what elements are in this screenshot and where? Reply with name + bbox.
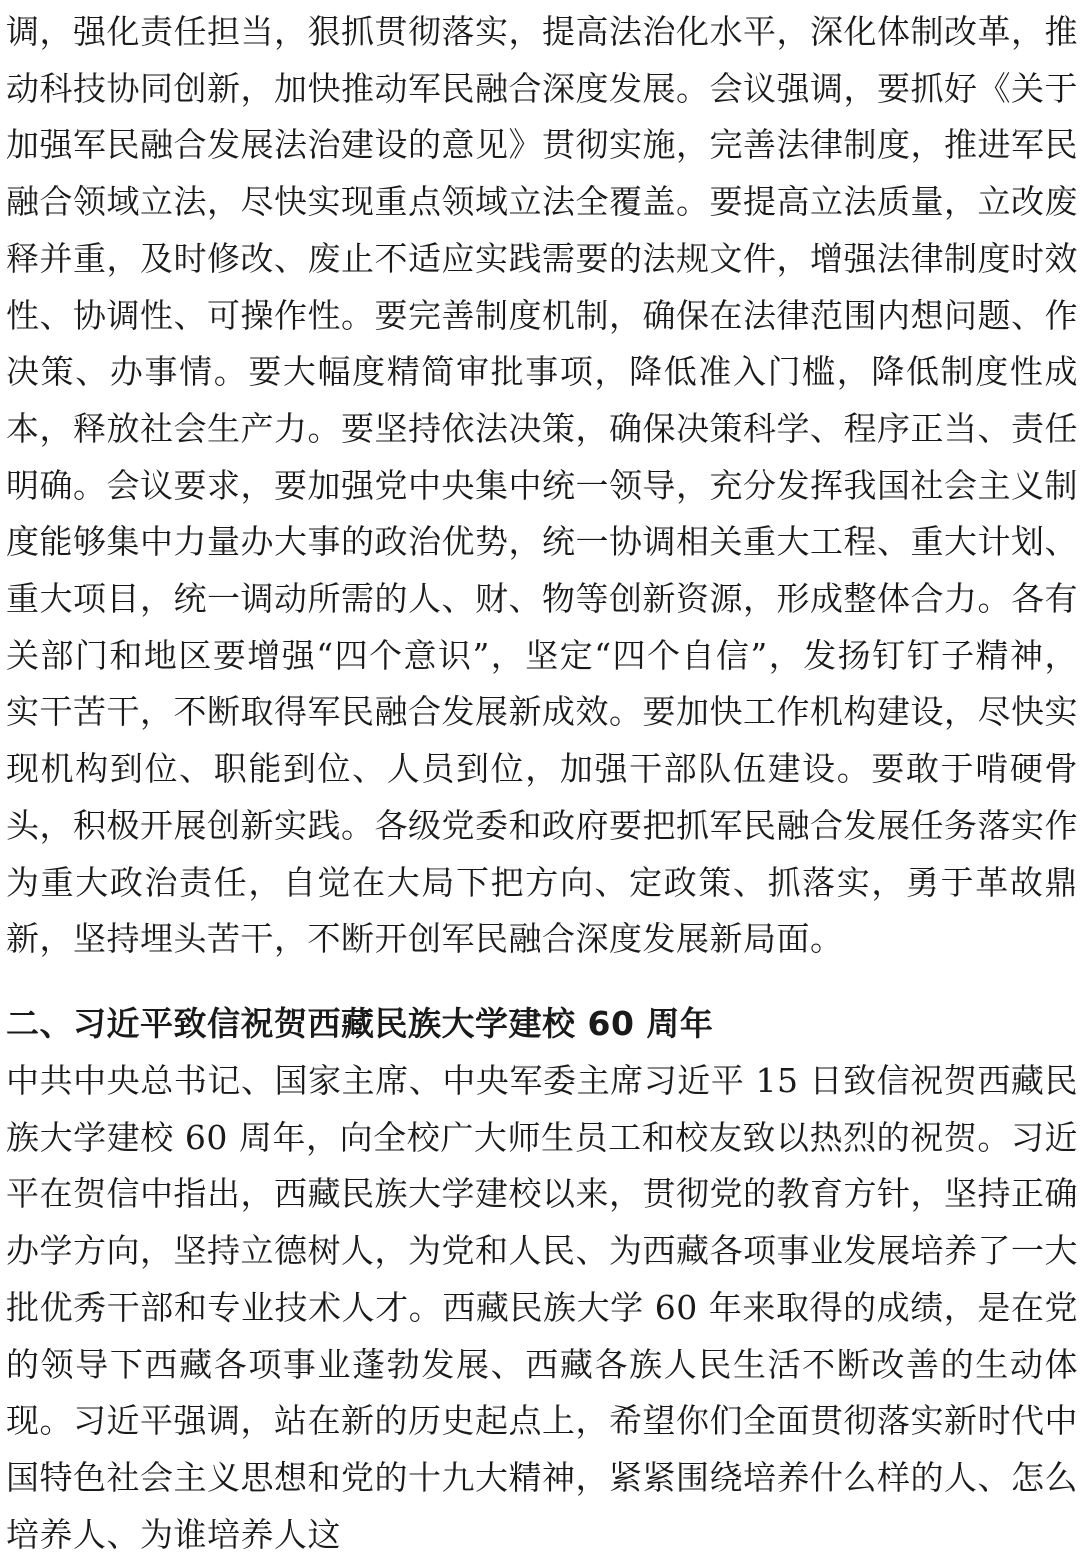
- paragraph-military-civilian-integration: 调，强化责任担当，狠抓贯彻落实，提高法治化水平，深化体制改革，推动科技协同创新，加快推动军民融合深度发展。会议强调，要抓好《关于加强军民融合发展法治建设的意见》贯彻实施，完善法律制度，推进军民融合领域立法，尽快实现重点领域立法全覆盖。要提高立法质量，立改废释并重，及时修改、废止不适应实践需要的法规文件，增强法律制度时效性、协调性、可操作性。要完善制度机制，确保在法律范围内想问题、作决策、办事情。要大幅度精简审批事项，降低准入门槛，降低制度性成本，释放社会生产力。要坚持依法决策，确保决策科学、程序正当、责任明确。会议要求，要加强党中央集中统一领导，充分发挥我国社会主义制度能够集中力量办大事的政治优势，统一协调相关重大工程、重大计划、重大项目，统一调动所需的人、财、物等创新资源，形成整体合力。各有关部门和地区要增强“四个意识”，坚定“四个自信”，发扬钉钉子精神，实干苦干，不断取得军民融合发展新成效。要加快工作机构建设，尽快实现机构到位、职能到位、人员到位，加强干部队伍建设。要敢于啃硬骨头，积极开展创新实践。各级党委和政府要把抓军民融合发展任务落实作为重大政治责任，自觉在大局下把方向、定政策、抓落实，勇于革故鼎新，坚持埋头苦干，不断开创军民融合深度发展新局面。: [6, 12, 1078, 959]
- paragraph-tibet-university-letter: 中共中央总书记、国家主席、中央军委主席习近平 15 日致信祝贺西藏民族大学建校 60 周年，向全校广大师生员工和校友致以热烈的祝贺。习近平在贺信中指出，西藏民族大学建校以来，贯彻党的教育方针，坚持正确办学方向，坚持立德树人，为党和人民、为西藏各项事业发展培养了一大批优秀干部和专业技术人才。西藏民族大学 60 年来取得的成绩，是在党的领导下西藏各项事业蓬勃发展、西藏各族人民生活不断改善的生动体现。习近平强调，站在新的历史起点上，希望你们全面贯彻落实新时代中国特色社会主义思想和党的十九大精神，紧紧围绕培养什么样的人、怎么培养人、为谁培养人这: [6, 1061, 1078, 1554]
- section-heading-tibet-university: 二、习近平致信祝贺西藏民族大学建校 60 周年: [6, 1004, 714, 1043]
